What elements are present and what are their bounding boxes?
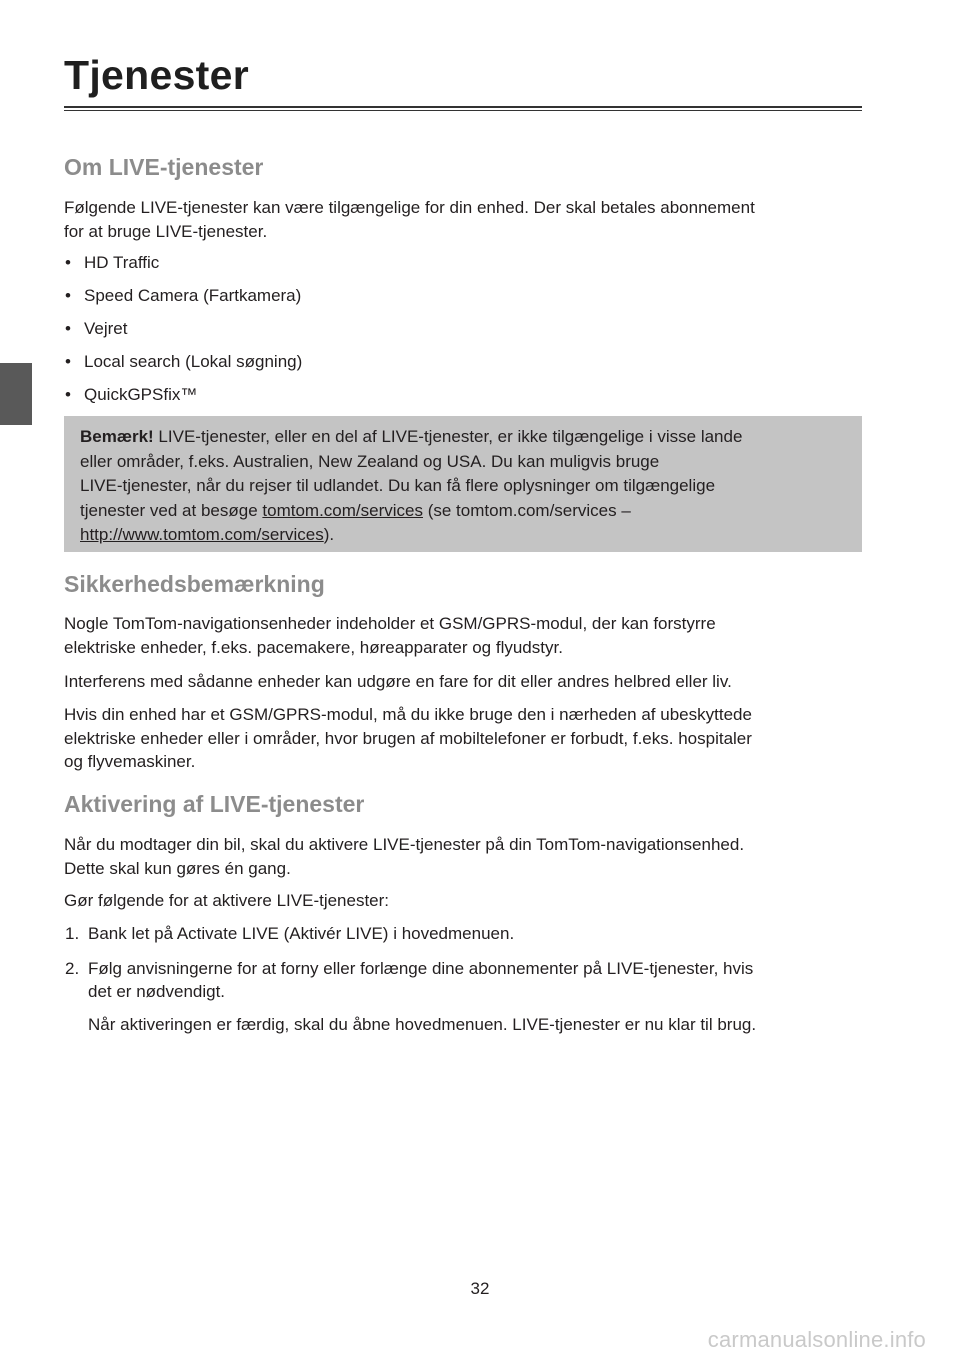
note-line-4-end: (se tomtom.com/services – (422, 500, 631, 520)
services-link[interactable]: tomtom.com/services (262, 500, 423, 520)
safety-p3-line-1: Hvis din enhed har et GSM/GPRS-modul, må du ikke bruge den i nærheden af ubeskyttede (64, 705, 752, 724)
list-item-text: Vejret (84, 319, 128, 338)
activation-p1-line-2: Dette skal kun gøres én gang. (64, 858, 291, 878)
services-list (64, 251, 302, 416)
list-item (64, 284, 302, 317)
title-rule (64, 106, 862, 108)
step-item (64, 957, 864, 1004)
note-line-5-end: ). (323, 525, 335, 545)
title-rule-thin (64, 110, 862, 111)
note-line-2: eller områder, f.eks. Australien, New Zealand og USA. Du kan muligvis bruge (80, 451, 660, 471)
step-text-cont: det er nødvendigt. (88, 982, 226, 1001)
activation-paragraph-1 (64, 833, 864, 880)
note-line-4: tjenester ved at besøge (80, 500, 263, 520)
page-number: 32 (470, 1279, 490, 1298)
list-item-text: HD Traffic (84, 253, 160, 272)
activation-p1-line-1: Når du modtager din bil, skal du aktivere LIVE-tjenester på din TomTom-navigationsenhed. (64, 835, 745, 854)
safety-p3-line-2: elektriske enheder eller i områder, hvor brugen af mobiltelefoner er forbudt, f.eks. hospitaler (64, 728, 752, 748)
bullet: • (65, 253, 71, 272)
note-label: Bemærk! (80, 427, 154, 446)
safety-paragraph-2: Interferens med sådanne enheder kan udgøre en fare for dit eller andres helbred eller liv. (64, 672, 732, 691)
step-text: Følg anvisningerne for at forny eller forlænge dine abonnementer på LIVE-tjenester, hvis (88, 958, 754, 978)
list-item (64, 383, 302, 416)
section-heading-activation: Aktivering af LIVE-tjenester (64, 791, 365, 817)
safety-p3-line-3: og flyvemaskiner. (64, 752, 196, 771)
intro-line-2: for at bruge LIVE-tjenester. (64, 221, 268, 241)
page-title: Tjenester (64, 52, 249, 98)
list-item (64, 317, 302, 350)
section-heading-safety: Sikkerhedsbemærkning (64, 571, 325, 597)
step-number: 1. (65, 924, 80, 943)
safety-paragraph-3 (64, 703, 864, 774)
bullet: • (65, 319, 71, 338)
safety-p1-line-1: Nogle TomTom-navigationsenheder indeholder et GSM/GPRS-modul, der kan forstyrre (64, 614, 716, 633)
activation-steps (64, 922, 864, 1004)
intro-line-1: Følgende LIVE-tjenester kan være tilgængelige for din enhed. Der skal betales abonnement (64, 198, 755, 217)
list-item-text: Speed Camera (Fartkamera) (84, 286, 302, 305)
watermark: carmanualsonline.info (707, 1327, 926, 1352)
list-item-text: Local search (Lokal søgning) (84, 352, 303, 371)
note-box (64, 416, 862, 552)
note-line-3: LIVE-tjenester, når du rejser til udlandet. Du kan få flere oplysninger om tilgængelige (80, 476, 716, 496)
bullet: • (65, 286, 71, 305)
list-item (64, 350, 302, 383)
step-number: 2. (65, 958, 80, 978)
step-text: Bank let på Activate LIVE (Aktivér LIVE) i hovedmenuen. (88, 924, 515, 943)
activation-paragraph-2: Gør følgende for at aktivere LIVE-tjenester: (64, 891, 390, 910)
services-url-link[interactable]: http://www.tomtom.com/services (80, 525, 324, 545)
note-line-1: LIVE-tjenester, eller en del af LIVE-tjenester, er ikke tilgængelige i visse lande (153, 427, 743, 446)
safety-p1-line-2: elektriske enheder, f.eks. pacemakere, høreapparater og flyudstyr. (64, 637, 563, 657)
activation-followup: Når aktiveringen er færdig, skal du åbne hovedmenuen. LIVE-tjenester er nu klar til brug. (88, 1015, 757, 1034)
safety-paragraph-1 (64, 612, 864, 659)
bullet: • (65, 385, 71, 404)
section-heading-live: Om LIVE-tjenester (64, 154, 264, 180)
list-item-text: QuickGPSfix™ (84, 385, 198, 404)
note-text (80, 425, 850, 548)
chapter-tab (0, 363, 32, 425)
intro-paragraph (64, 196, 864, 243)
bullet: • (65, 352, 71, 371)
step-item (64, 922, 864, 946)
list-item (64, 251, 302, 284)
